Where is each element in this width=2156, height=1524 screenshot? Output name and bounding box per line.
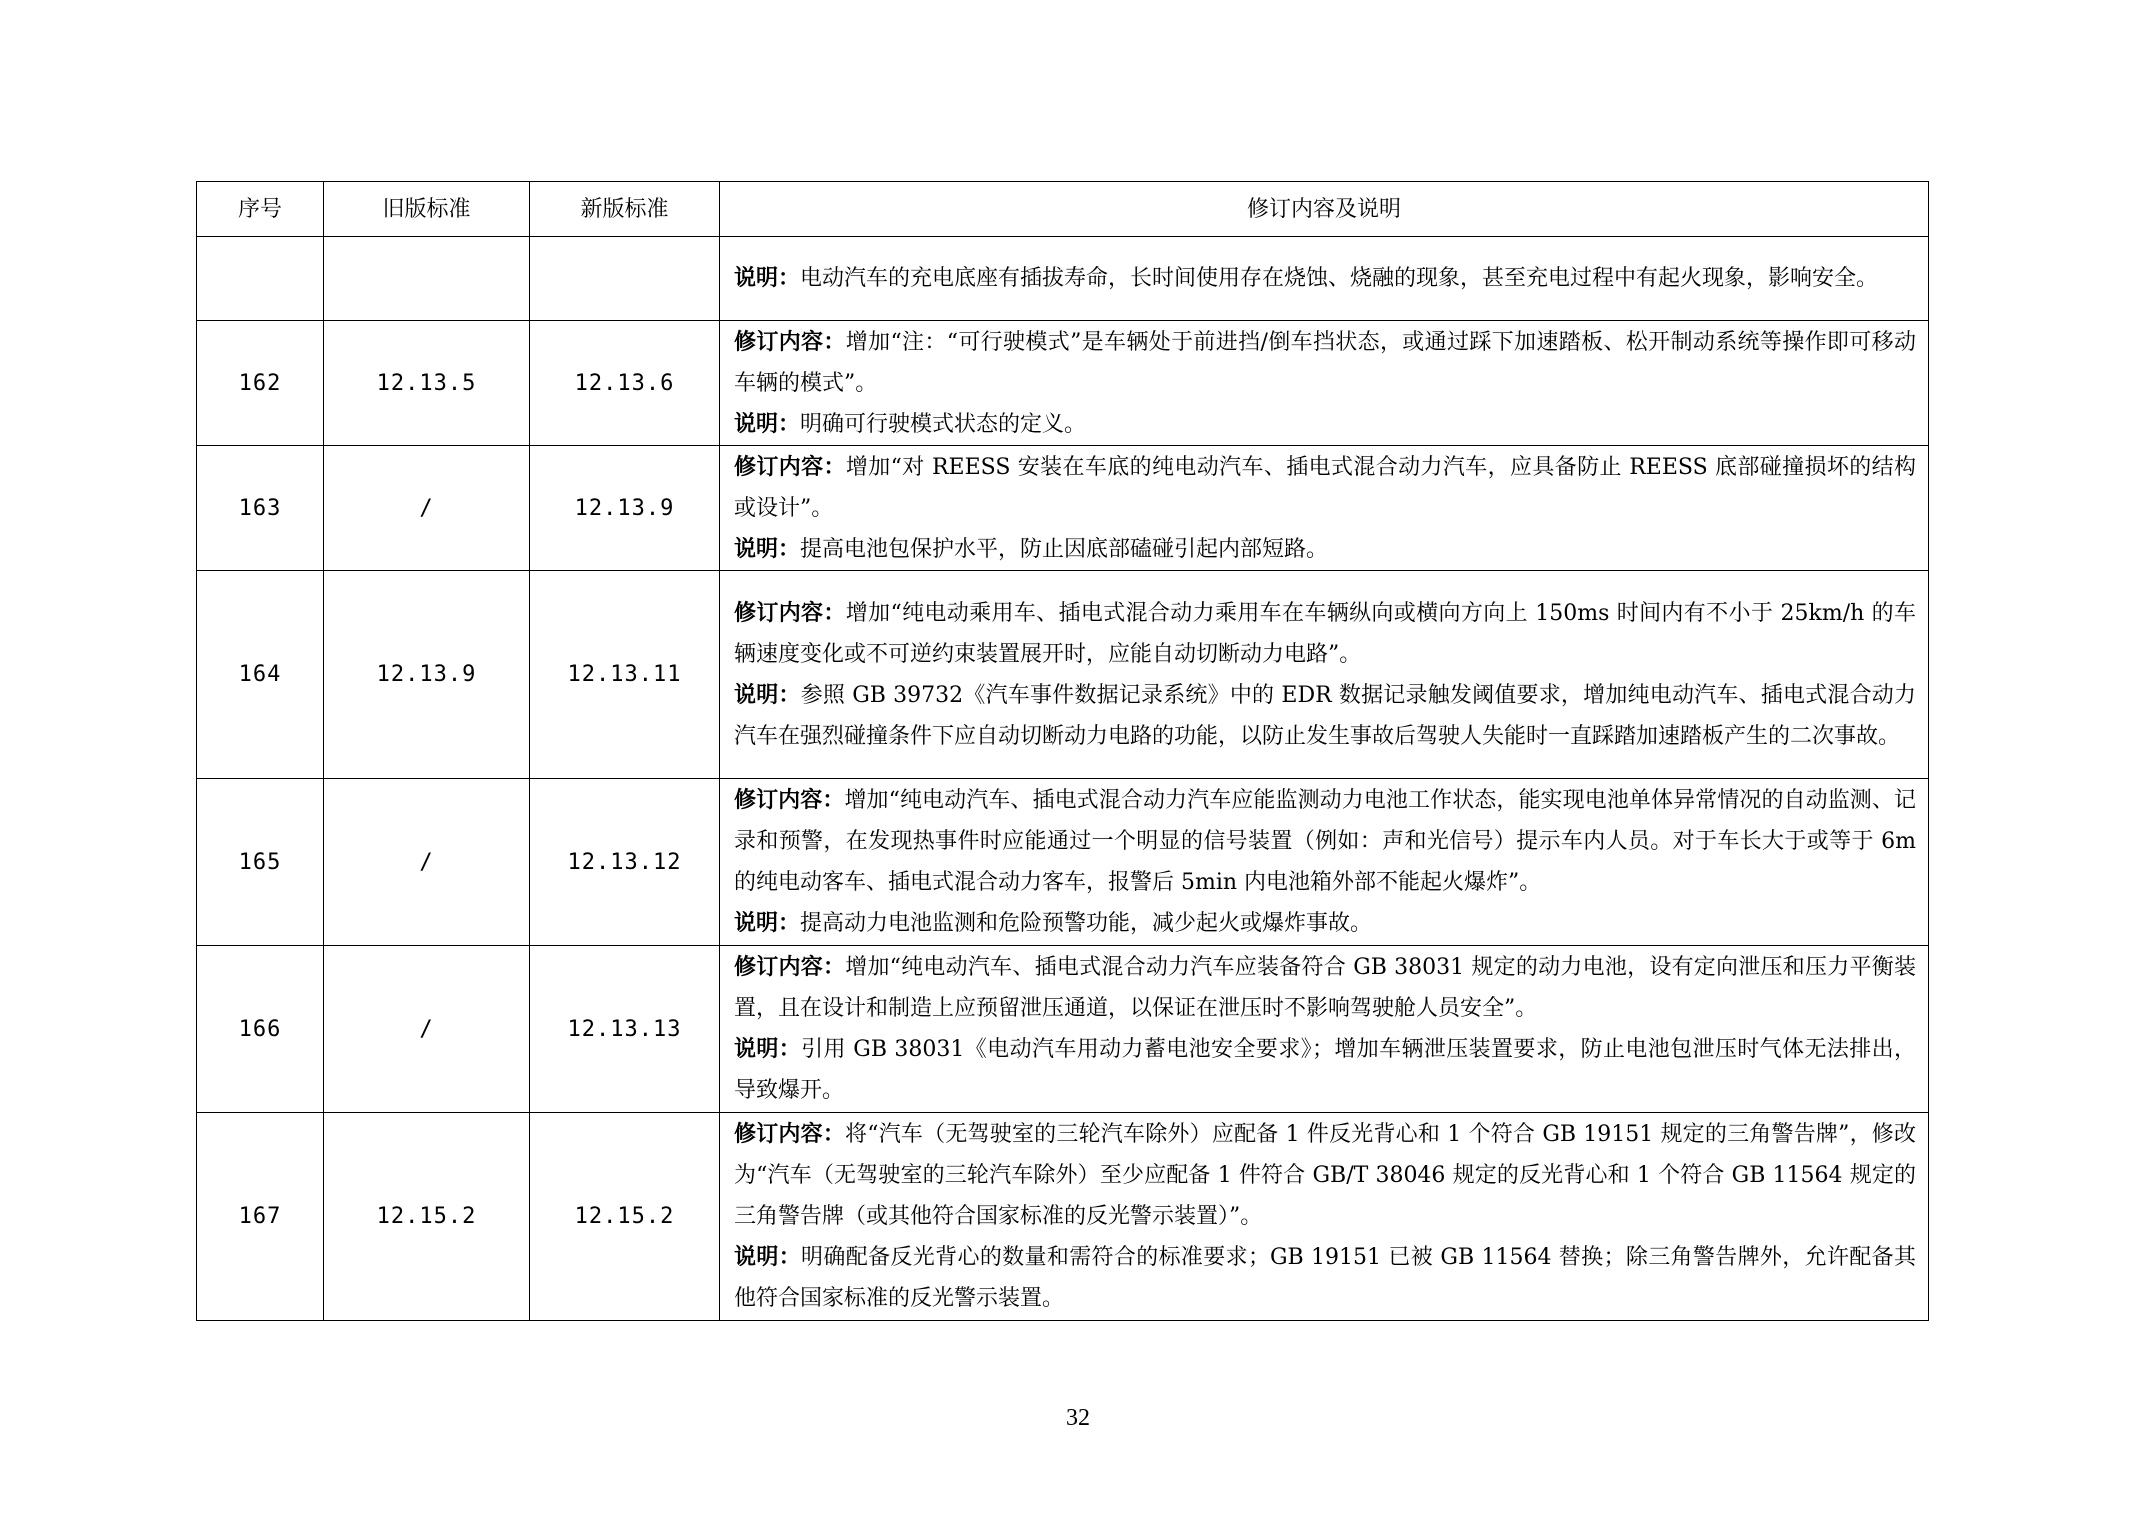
note-label: 说明： bbox=[734, 1036, 802, 1062]
note-text: 提高电池包保护水平，防止因底部磕碰引起内部短路。 bbox=[800, 536, 1329, 562]
revision-text: 增加“纯电动乘用车、插电式混合动力乘用车在车辆纵向或横向方向上 150ms 时间内有不小于 25km/h 的车辆速度变化或不可逆约束装置展开时，应能自动切断动力电路”。 bbox=[734, 600, 1916, 667]
cell-old-standard: / bbox=[324, 946, 530, 1113]
table-row bbox=[197, 237, 1929, 321]
cell-new-standard: 12.13.11 bbox=[530, 571, 720, 779]
revision-paragraph bbox=[734, 947, 1916, 1029]
cell-old-standard bbox=[324, 237, 530, 321]
revision-table bbox=[196, 181, 1929, 1321]
revision-text: 增加“纯电动汽车、插电式混合动力汽车应装备符合 GB 38031 规定的动力电池，设有定向泄压和压力平衡装置，且在设计和制造上应预留泄压通道，以保证在泄压时不影响驾驶舱人员安全”。 bbox=[734, 955, 1916, 1021]
cell-new-standard: 12.13.12 bbox=[530, 779, 720, 946]
page-number: 32 bbox=[1066, 1405, 1090, 1431]
revision-label: 修订内容： bbox=[734, 1121, 846, 1147]
cell-seq: 164 bbox=[197, 571, 324, 779]
note-paragraph bbox=[734, 529, 1916, 570]
cell-new-standard: 12.13.6 bbox=[530, 321, 720, 446]
table-row bbox=[197, 321, 1929, 446]
note-label: 说明： bbox=[734, 910, 801, 936]
table-header-row bbox=[197, 182, 1929, 237]
header-old-standard: 旧版标准 bbox=[324, 182, 530, 237]
cell-old-standard: 12.13.9 bbox=[324, 571, 530, 779]
note-text: 明确可行驶模式状态的定义。 bbox=[800, 411, 1087, 437]
table-row bbox=[197, 946, 1929, 1113]
revision-label: 修订内容： bbox=[734, 787, 845, 813]
cell-new-standard: 12.15.2 bbox=[530, 1113, 720, 1321]
note-label: 说明： bbox=[734, 681, 801, 708]
cell-old-standard: 12.15.2 bbox=[324, 1113, 530, 1321]
table-row bbox=[197, 779, 1929, 946]
revision-label: 修订内容： bbox=[734, 453, 846, 480]
cell-revision-content bbox=[720, 1113, 1929, 1321]
revision-paragraph bbox=[734, 322, 1916, 404]
cell-revision-content bbox=[720, 779, 1929, 946]
revision-paragraph bbox=[734, 780, 1916, 903]
cell-revision-content bbox=[720, 571, 1929, 779]
note-label: 说明： bbox=[734, 535, 801, 562]
cell-revision-content bbox=[720, 321, 1929, 446]
header-new-standard: 新版标准 bbox=[530, 182, 720, 237]
revision-paragraph bbox=[734, 1114, 1916, 1237]
table-row bbox=[197, 1113, 1929, 1321]
table-row bbox=[197, 446, 1929, 571]
note-paragraph bbox=[734, 675, 1916, 757]
revision-text: 增加“纯电动汽车、插电式混合动力汽车应能监测动力电池工作状态，能实现电池单体异常情况的自动监测、记录和预警，在发现热事件时应能通过一个明显的信号装置（例如：声和光信号）提示车内人员。对于车长大于或等于 6m 的纯电动客车、插电式混合动力客车，报警后 5min 内电池箱外部不能起火爆炸”。 bbox=[734, 788, 1916, 895]
note-label: 说明： bbox=[734, 1244, 802, 1270]
cell-new-standard bbox=[530, 237, 720, 321]
revision-label: 修订内容： bbox=[734, 328, 846, 355]
revision-label: 修订内容： bbox=[734, 954, 846, 980]
cell-old-standard: 12.13.5 bbox=[324, 321, 530, 446]
cell-seq: 162 bbox=[197, 321, 324, 446]
header-seq: 序号 bbox=[197, 182, 324, 237]
note-text: 明确配备反光背心的数量和需符合的标准要求；GB 19151 已被 GB 11564 替换；除三角警告牌外，允许配备其他符合国家标准的反光警示装置。 bbox=[734, 1245, 1916, 1311]
cell-revision-content bbox=[720, 237, 1929, 321]
note-paragraph bbox=[734, 1237, 1916, 1319]
cell-new-standard: 12.13.13 bbox=[530, 946, 720, 1113]
header-revision-content: 修订内容及说明 bbox=[720, 182, 1929, 237]
note-paragraph bbox=[734, 903, 1916, 944]
cell-seq: 163 bbox=[197, 446, 324, 571]
cell-old-standard: / bbox=[324, 446, 530, 571]
revision-label: 修订内容： bbox=[734, 599, 846, 626]
revision-text: 增加“注：“可行驶模式”是车辆处于前进挡/倒车挡状态，或通过踩下加速踏板、松开制动系统等操作即可移动车辆的模式”。 bbox=[734, 329, 1916, 396]
revision-text: 将“汽车（无驾驶室的三轮汽车除外）应配备 1 件反光背心和 1 个符合 GB 19151 规定的三角警告牌”，修改为“汽车（无驾驶室的三轮汽车除外）至少应配备 1 件符合 GB/T 38046 规定的反光背心和 1 个符合 GB 11564 规定的三角警告牌（或其他符合国家标准的反光警示装置）”。 bbox=[734, 1122, 1916, 1229]
revision-paragraph bbox=[734, 447, 1916, 529]
note-label: 说明： bbox=[734, 265, 801, 291]
note-text: 引用 GB 38031《电动汽车用动力蓄电池安全要求》；增加车辆泄压装置要求，防止电池包泄压时气体无法排出，导致爆开。 bbox=[734, 1037, 1916, 1103]
cell-seq: 165 bbox=[197, 779, 324, 946]
note-text: 提高动力电池监测和危险预警功能，减少起火或爆炸事故。 bbox=[800, 911, 1373, 936]
table-row bbox=[197, 571, 1929, 779]
cell-revision-content bbox=[720, 946, 1929, 1113]
cell-new-standard: 12.13.9 bbox=[530, 446, 720, 571]
note-paragraph bbox=[734, 404, 1916, 445]
cell-old-standard: / bbox=[324, 779, 530, 946]
note-label: 说明： bbox=[734, 410, 801, 437]
revision-paragraph bbox=[734, 593, 1916, 675]
note-paragraph bbox=[734, 258, 1916, 299]
note-text: 电动汽车的充电底座有插拔寿命，长时间使用存在烧蚀、烧融的现象，甚至充电过程中有起火现象，影响安全。 bbox=[800, 266, 1879, 291]
cell-revision-content bbox=[720, 446, 1929, 571]
note-text: 参照 GB 39732《汽车事件数据记录系统》中的 EDR 数据记录触发阈值要求，增加纯电动汽车、插电式混合动力汽车在强烈碰撞条件下应自动切断动力电路的功能，以防止发生事故后驾驶人失能时一直踩踏加速踏板产生的二次事故。 bbox=[734, 682, 1916, 749]
note-paragraph bbox=[734, 1029, 1916, 1111]
revision-text: 增加“对 REESS 安装在车底的纯电动汽车、插电式混合动力汽车，应具备防止 REESS 底部碰撞损坏的结构或设计”。 bbox=[734, 454, 1916, 521]
cell-seq bbox=[197, 237, 324, 321]
cell-seq: 167 bbox=[197, 1113, 324, 1321]
cell-seq: 166 bbox=[197, 946, 324, 1113]
